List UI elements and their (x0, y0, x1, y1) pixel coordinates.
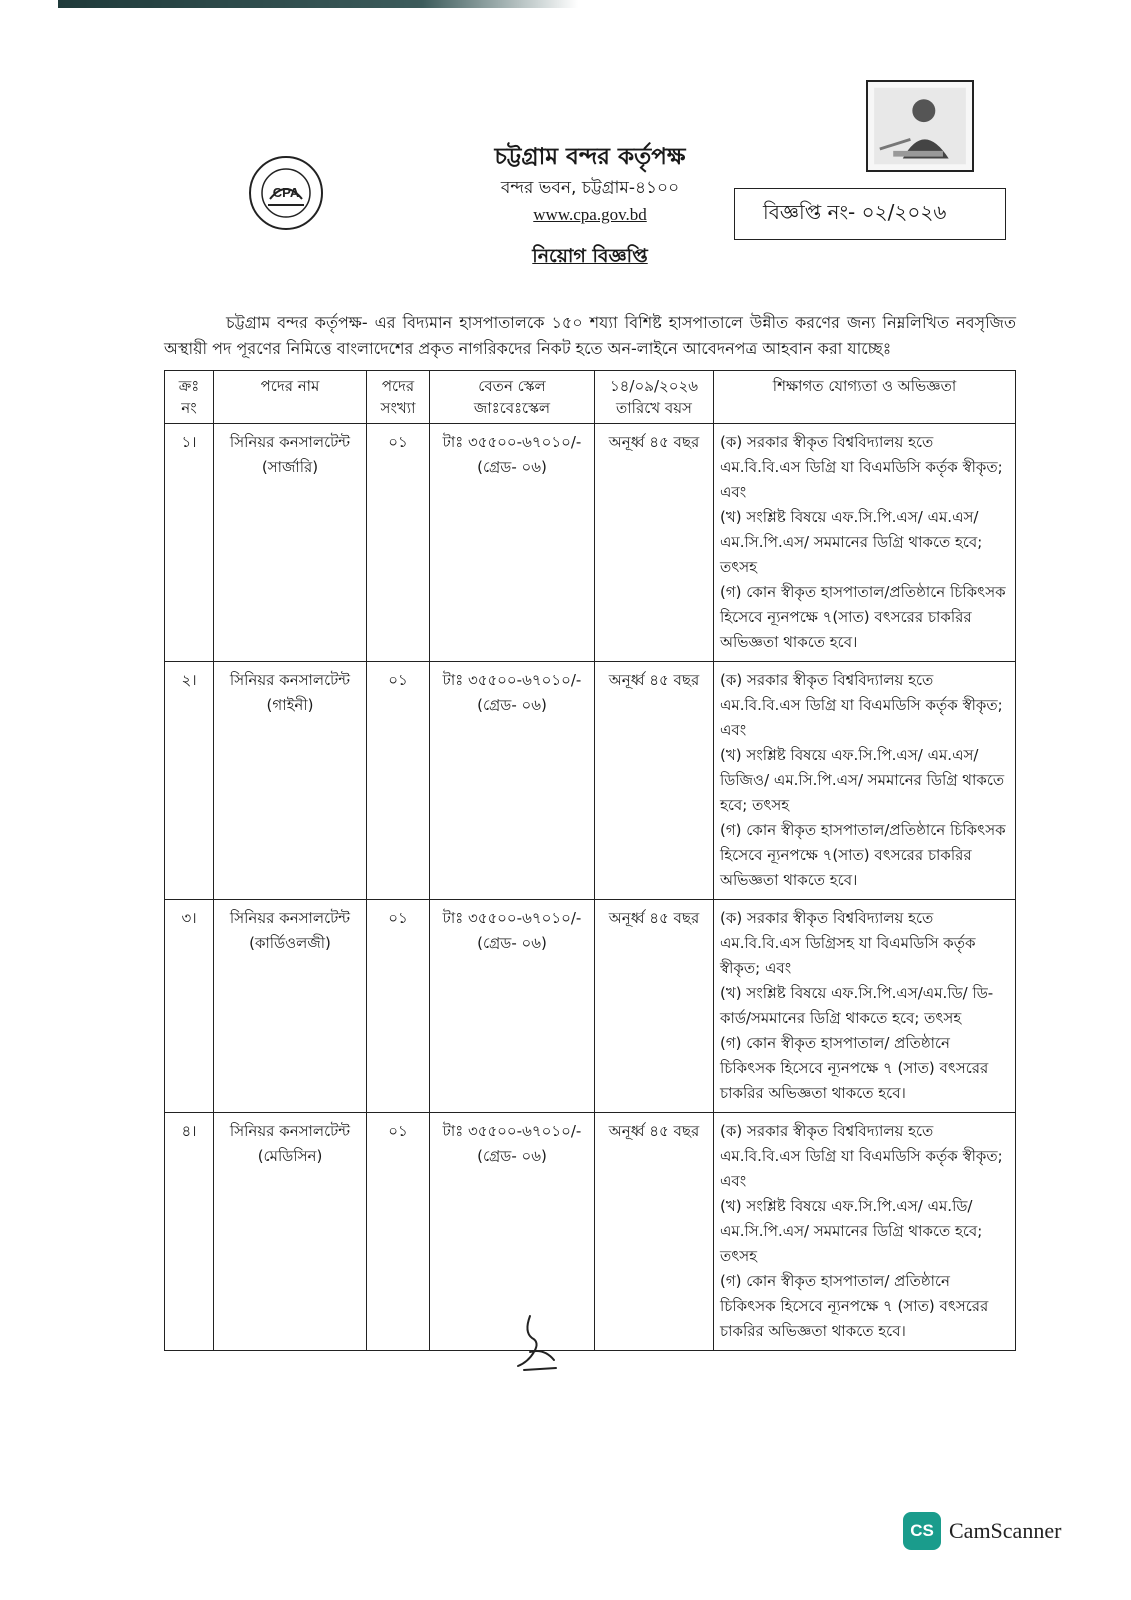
qualification-ga: (গ) কোন স্বীকৃত হাসপাতাল/প্রতিষ্ঠানে চিকিৎসক হিসেবে ন্যূনপক্ষে ৭(সাত) বৎসরের চাকরির অভিজ্ঞতা থাকতে হবে। (720, 821, 1006, 889)
row-count: ০১ (367, 900, 430, 1113)
header-scale (430, 371, 595, 424)
row-post (214, 1113, 367, 1351)
qualification-kha: (খ) সংশ্লিষ্ট বিষয়ে এফ.সি.পি.এস/ এম.এস/ ডিজিও/ এম.সি.পি.এস/ সমমানের ডিগ্রি থাকতে হবে; তৎসহ (720, 746, 1005, 814)
row-scale (430, 424, 595, 662)
row-qualification (714, 1113, 1016, 1351)
pay-scale: টাঃ ৩৫৫০০-৬৭০১০/- (442, 433, 582, 451)
header-age (595, 371, 714, 424)
row-count: ০১ (367, 662, 430, 900)
cpa-logo (248, 155, 324, 231)
header-scale-line1: বেতন স্কেল (478, 377, 546, 395)
row-scale (430, 900, 595, 1113)
header-age-line1: ১৪/০৯/২০২৬ (609, 377, 699, 395)
row-sl: ২। (165, 662, 214, 900)
pay-scale: টাঃ ৩৫৫০০-৬৭০১০/- (442, 671, 582, 689)
portrait-photo (866, 80, 974, 172)
header-sl-line2: নং (181, 399, 197, 417)
intro-paragraph: চট্টগ্রাম বন্দর কর্তৃপক্ষ- এর বিদ্যমান হাসপাতালকে ১৫০ শয্যা বিশিষ্ট হাসপাতালে উন্নীত করণের জন্য নিম্নলিখিত নবসৃজিত অস্থায়ী পদ পূরণের নিমিত্তে বাংলাদেশের প্রকৃত নাগরিকদের নিকট হতে অন-লাইনে আবেদনপত্র আহবান করা যাচ্ছেঃ (164, 313, 1016, 358)
qualification-kha: (খ) সংশ্লিষ্ট বিষয়ে এফ.সি.পি.এস/ এম.ডি/ এম.সি.পি.এস/ সমমানের ডিগ্রি থাকতে হবে; তৎসহ (720, 1197, 983, 1265)
posts-table (164, 370, 1016, 1351)
qualification-ga: (গ) কোন স্বীকৃত হাসপাতাল/প্রতিষ্ঠানে চিকিৎসক হিসেবে ন্যূনপক্ষে ৭(সাত) বৎসরের চাকরির অভিজ্ঞতা থাকতে হবে। (720, 583, 1006, 651)
qualification-ka: (ক) সরকার স্বীকৃত বিশ্ববিদ্যালয় হতে এম.বি.বি.এস ডিগ্রিসহ যা বিএমডিসি কর্তৃক স্বীকৃত; এবং (720, 909, 976, 977)
table-row (165, 424, 1016, 662)
qualification-ka: (ক) সরকার স্বীকৃত বিশ্ববিদ্যালয় হতে এম.বি.বি.এস ডিগ্রি যা বিএমডিসি কর্তৃক স্বীকৃত; এবং (720, 1122, 1003, 1190)
header-age-line2: তারিখে বয়স (616, 399, 692, 417)
row-qualification (714, 900, 1016, 1113)
row-age: অনূর্ধ্ব ৪৫ বছর (595, 1113, 714, 1351)
row-scale (430, 662, 595, 900)
header-count-line2: সংখ্যা (380, 399, 416, 417)
header-count-line1: পদের (381, 377, 415, 395)
qualification-kha: (খ) সংশ্লিষ্ট বিষয়ে এফ.সি.পি.এস/ এম.এস/ এম.সি.পি.এস/ সমমানের ডিগ্রি থাকতে হবে; তৎসহ (720, 508, 983, 576)
notice-number: বিজ্ঞপ্তি নং- ০২/২০২৬ (763, 199, 947, 224)
post-specialty: (সার্জারি) (261, 458, 319, 476)
row-count: ০১ (367, 424, 430, 662)
grade: (গ্রেড- ০৬) (477, 934, 547, 952)
row-qualification (714, 662, 1016, 900)
row-sl: ৪। (165, 1113, 214, 1351)
grade: (গ্রেড- ০৬) (477, 1147, 547, 1165)
org-address: বন্দর ভবন, চট্টগ্রাম-৪১০০ (500, 178, 680, 198)
table-row (165, 1113, 1016, 1351)
scan-edge-bar (58, 0, 578, 8)
grade: (গ্রেড- ০৬) (477, 458, 547, 476)
qualification-ka: (ক) সরকার স্বীকৃত বিশ্ববিদ্যালয় হতে এম.বি.বি.এস ডিগ্রি যা বিএমডিসি কর্তৃক স্বীকৃত; এবং (720, 671, 1003, 739)
notice-number-box (734, 188, 1006, 240)
signature (510, 1312, 562, 1372)
camscanner-icon: CS (903, 1512, 941, 1550)
row-age: অনূর্ধ্ব ৪৫ বছর (595, 424, 714, 662)
qualification-ga: (গ) কোন স্বীকৃত হাসপাতাল/ প্রতিষ্ঠানে চিকিৎসক হিসেবে ন্যূনপক্ষে ৭ (সাত) বৎসরের চাকরির অভিজ্ঞতা থাকতে হবে। (720, 1034, 989, 1102)
qualification-kha: (খ) সংশ্লিষ্ট বিষয়ে এফ.সি.পি.এস/এম.ডি/ ডি-কার্ড/সমমানের ডিগ্রি থাকতে হবে; তৎসহ (720, 984, 994, 1027)
post-specialty: (মেডিসিন) (257, 1147, 323, 1165)
post-title: সিনিয়র কনসালটেন্ট (229, 671, 351, 689)
header-count (367, 371, 430, 424)
grade: (গ্রেড- ০৬) (477, 696, 547, 714)
header-post-name: পদের নাম (214, 371, 367, 424)
row-sl: ৩। (165, 900, 214, 1113)
org-website-link[interactable]: www.cpa.gov.bd (533, 205, 647, 224)
qualification-ga: (গ) কোন স্বীকৃত হাসপাতাল/ প্রতিষ্ঠানে চিকিৎসক হিসেবে ন্যূনপক্ষে ৭ (সাত) বৎসরের চাকরির অভিজ্ঞতা থাকতে হবে। (720, 1272, 989, 1340)
post-specialty: (গাইনী) (266, 696, 314, 714)
org-header (400, 140, 780, 274)
camscanner-brand: CamScanner (949, 1518, 1062, 1543)
pay-scale: টাঃ ৩৫৫০০-৬৭০১০/- (442, 1122, 582, 1140)
qualification-ka: (ক) সরকার স্বীকৃত বিশ্ববিদ্যালয় হতে এম.বি.বি.এস ডিগ্রি যা বিএমডিসি কর্তৃক স্বীকৃত; এবং (720, 433, 1003, 501)
row-qualification (714, 424, 1016, 662)
row-age: অনূর্ধ্ব ৪৫ বছর (595, 900, 714, 1113)
org-name: চট্টগ্রাম বন্দর কর্তৃপক্ষ (494, 144, 686, 170)
row-sl: ১। (165, 424, 214, 662)
row-count: ০১ (367, 1113, 430, 1351)
notice-title: নিয়োগ বিজ্ঞপ্তি (532, 245, 648, 267)
post-title: সিনিয়র কনসালটেন্ট (229, 433, 351, 451)
row-post (214, 662, 367, 900)
header-sl (165, 371, 214, 424)
header-scale-line2: জাঃবেঃস্কেল (473, 399, 551, 417)
table-row (165, 900, 1016, 1113)
post-title: সিনিয়র কনসালটেন্ট (229, 909, 351, 927)
camscanner-watermark (903, 1512, 1061, 1550)
table-row (165, 662, 1016, 900)
logo-center-text: CPA (272, 185, 300, 200)
row-post (214, 424, 367, 662)
pay-scale: টাঃ ৩৫৫০০-৬৭০১০/- (442, 909, 582, 927)
row-age: অনূর্ধ্ব ৪৫ বছর (595, 662, 714, 900)
header-qualification: শিক্ষাগত যোগ্যতা ও অভিজ্ঞতা (714, 371, 1016, 424)
header-sl-line1: ক্রঃ (178, 377, 200, 395)
post-title: সিনিয়র কনসালটেন্ট (229, 1122, 351, 1140)
post-specialty: (কার্ডিওলজী) (249, 934, 331, 952)
row-post (214, 900, 367, 1113)
table-header-row (165, 371, 1016, 424)
